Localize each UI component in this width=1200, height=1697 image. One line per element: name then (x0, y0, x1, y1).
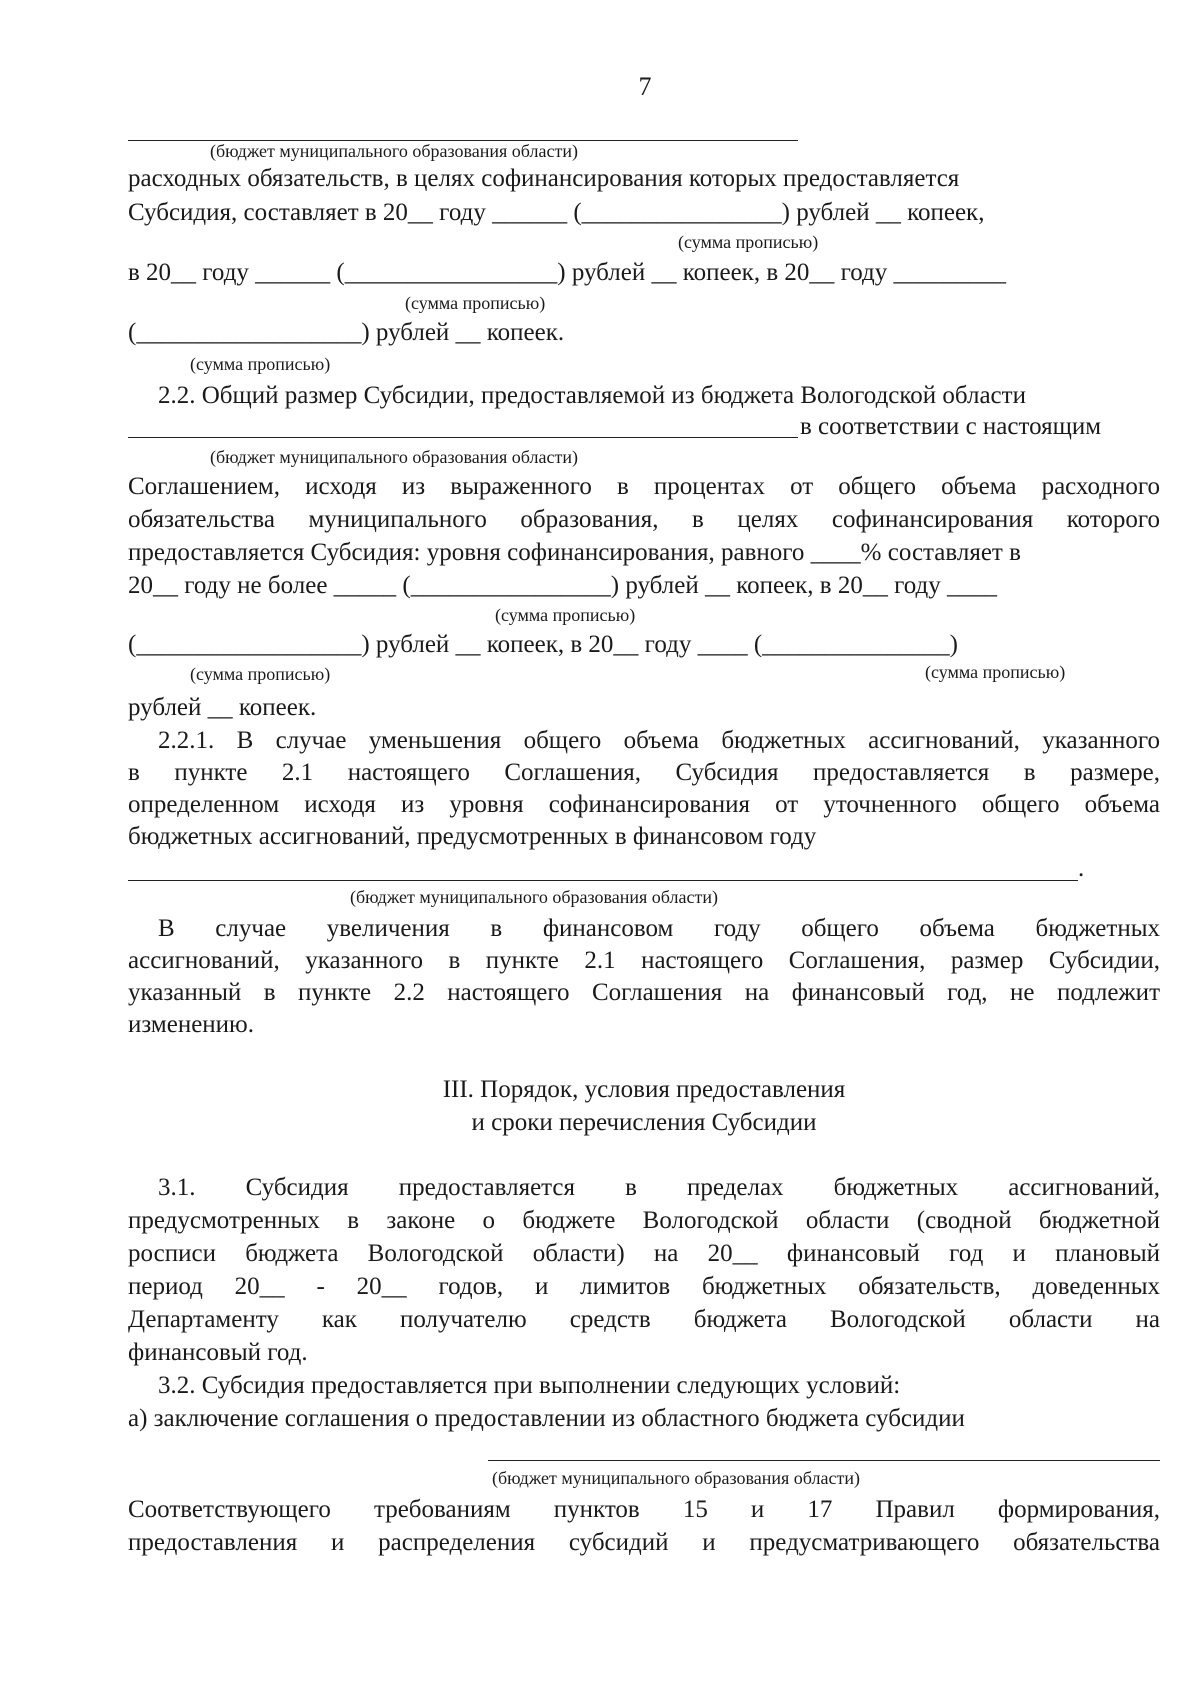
text-line: определенном исходя из уровня софинансирования от уточненного общего объема (128, 791, 1160, 818)
text-line: . (1078, 855, 1085, 882)
text-line: предусмотренных в законе о бюджете Вологодской области (сводной бюджетной (128, 1207, 1160, 1234)
blank-line (128, 437, 798, 438)
caption-sum: (сумма прописью) (495, 605, 636, 625)
caption-sum: (сумма прописью) (405, 293, 546, 313)
text-line: ассигнований, указанного в пункте 2.1 настоящего Соглашения, размер Субсидии, (128, 947, 1160, 974)
text-line: Соглашением, исходя из выраженного в процентах от общего объема расходного (128, 473, 1160, 500)
paragraph-increase-line: В случае увеличения в финансовом году общего объема бюджетных (158, 915, 1160, 942)
text-line: (__________________) рублей __ копеек, в 20__ году ____ (_______________) (128, 631, 958, 658)
text-line: период 20__ - 20__ годов, и лимитов бюджетных обязательств, доведенных (128, 1273, 1160, 1300)
caption-budget: (бюджет муниципального образования области) (210, 141, 578, 161)
text-line: предоставляется Субсидия: уровня софинансирования, равного ____% составляет в (128, 539, 1021, 566)
caption-budget: (бюджет муниципального образования области) (350, 887, 718, 907)
text-line: бюджетных ассигнований, предусмотренных в финансовом году (128, 823, 817, 850)
caption-sum: (сумма прописью) (190, 354, 331, 374)
section-title: III. Порядок, условия предоставления (442, 1076, 846, 1103)
text-line: росписи бюджета Вологодской области) на 20__ финансовый год и плановый (128, 1240, 1160, 1267)
page-number: 7 (638, 72, 652, 101)
text-line: указанный в пункте 2.2 настоящего Соглашения на финансовый год, не подлежит (128, 979, 1160, 1006)
paragraph-2-2-line: 2.2. Общий размер Субсидии, предоставляемой из бюджета Вологодской области (158, 382, 1026, 409)
caption-budget: (бюджет муниципального образования области) (210, 447, 578, 467)
paragraph-2-2-1-line: 2.2.1. В случае уменьшения общего объема бюджетных ассигнований, указанного (158, 727, 1160, 754)
text-line: а) заключение соглашения о предоставлении из областного бюджета субсидии (128, 1405, 965, 1432)
text-line: обязательства муниципального образования, в целях софинансирования которого (128, 506, 1160, 533)
paragraph-3-2-line: 3.2. Субсидия предоставляется при выполнении следующих условий: (158, 1372, 901, 1399)
text-line: расходных обязательств, в целях софинансирования которых предоставляется (128, 165, 960, 192)
text-line: финансовый год. (128, 1339, 308, 1366)
blank-line (488, 1460, 1160, 1461)
text-line: Департаменту как получателю средств бюджета Вологодской области на (128, 1306, 1160, 1333)
text-line: (__________________) рублей __ копеек. (128, 319, 565, 346)
caption-sum: (сумма прописью) (925, 662, 1066, 682)
text-line: изменению. (128, 1011, 254, 1038)
blank-line (128, 880, 1078, 881)
text-line: в 20__ году ______ (_________________) рублей __ копеек, в 20__ году _________ (128, 259, 1007, 286)
text-line: рублей __ копеек. (128, 694, 317, 721)
text-line: предоставления и распределения субсидий и предусматривающего обязательства (128, 1529, 1160, 1556)
section-title: и сроки перечисления Субсидии (471, 1109, 817, 1136)
text-line: Субсидия, составляет в 20__ году ______ (________________) рублей __ копеек, (128, 199, 985, 226)
caption-budget: (бюджет муниципального образования области) (492, 1468, 860, 1488)
text-line: 20__ году не более _____ (________________) рублей __ копеек, в 20__ году ____ (128, 572, 997, 599)
text-line: в соответствии с настоящим (800, 413, 1102, 440)
paragraph-3-1-line: 3.1. Субсидия предоставляется в пределах бюджетных ассигнований, (158, 1174, 1160, 1201)
caption-sum: (сумма прописью) (678, 232, 819, 252)
text-line: в пункте 2.1 настоящего Соглашения, Субсидия предоставляется в размере, (128, 759, 1160, 786)
caption-sum: (сумма прописью) (190, 664, 331, 684)
text-line: Соответствующего требованиям пунктов 15 и 17 Правил формирования, (128, 1496, 1160, 1523)
